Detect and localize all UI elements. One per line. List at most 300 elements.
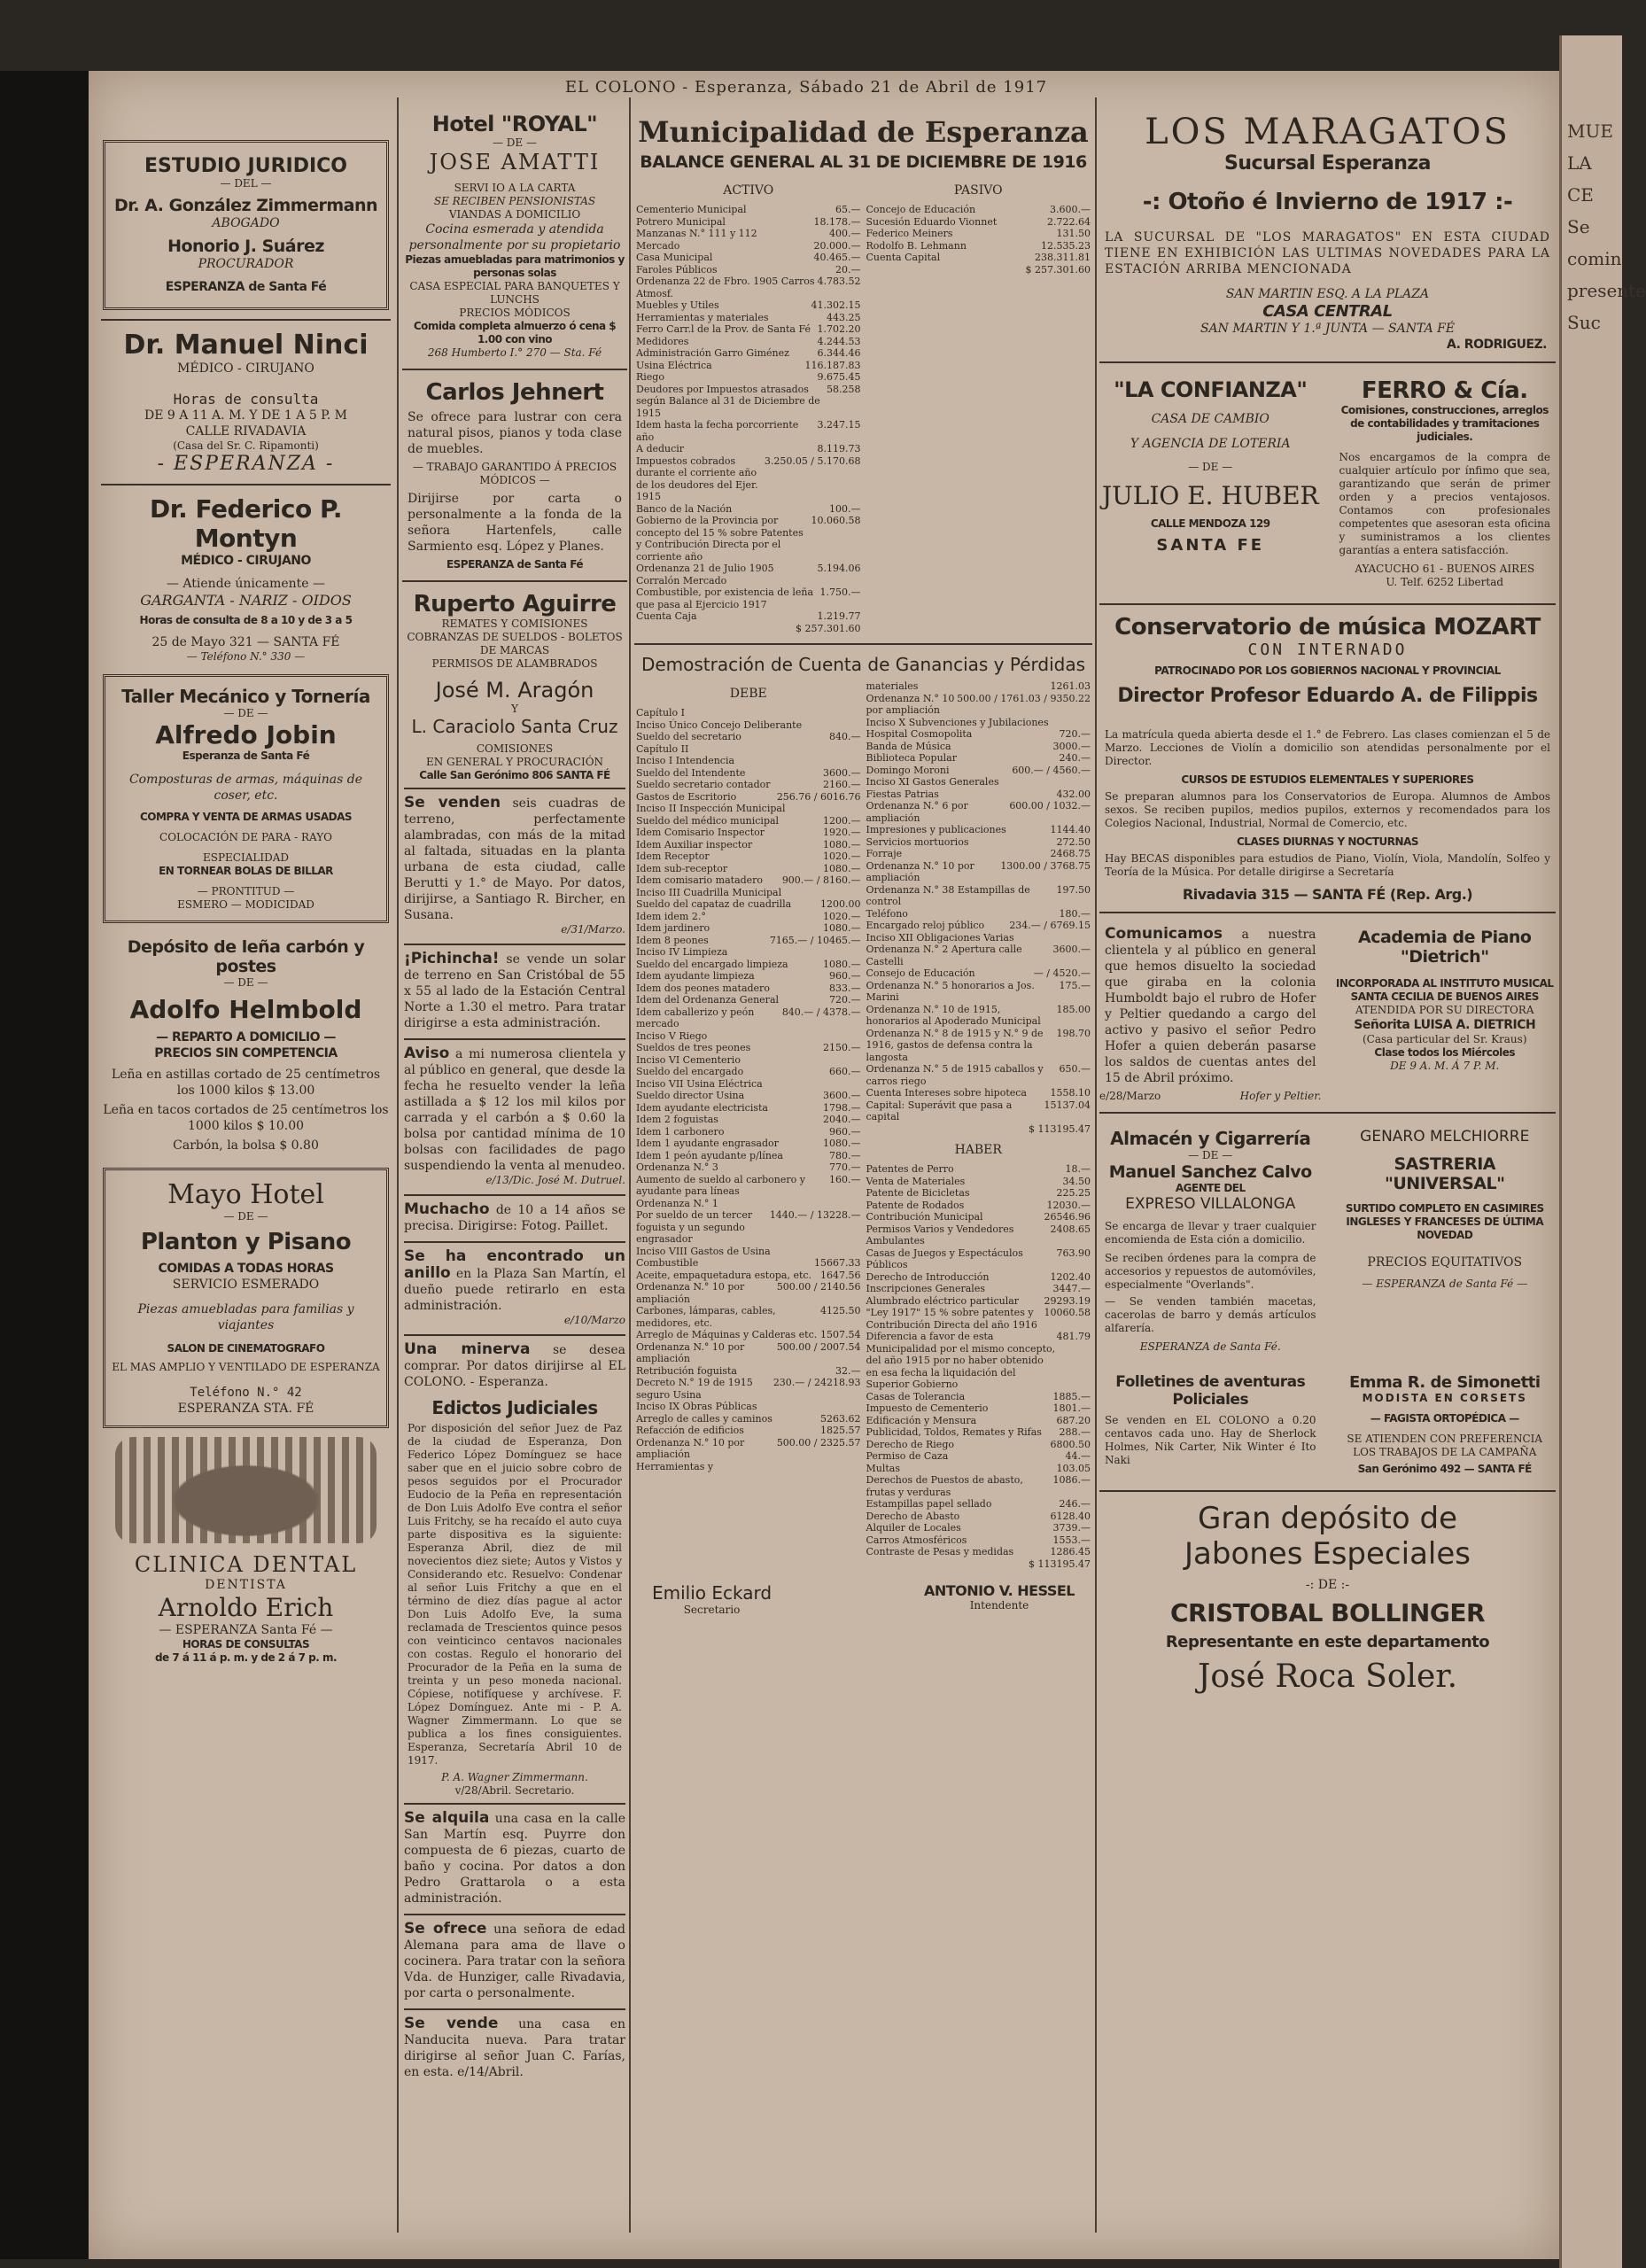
ad-line: — DE —: [1188, 461, 1233, 473]
ledger-row: [866, 216, 1091, 229]
ledger-item: Alumbrado eléctrico particular: [866, 1294, 1020, 1307]
ledger-item: Arreglo de Máquinas y Calderas etc.: [636, 1329, 818, 1340]
ad-line: SE RECIBEN PENSIONISTAS: [433, 195, 596, 207]
classified-ad: [404, 788, 625, 936]
ledger-row: [636, 791, 861, 804]
ledger-item: Ordenanza N.° 3: [636, 1161, 718, 1173]
ledger-row: [866, 1223, 1091, 1247]
ledger-row: [636, 983, 861, 995]
ad-line: Comisiones, construcciones, arreglos de contabilidades y tramitaciones judiciales.: [1340, 404, 1549, 443]
ledger-item: Ordenanza N.° 10 por ampliación: [636, 1436, 745, 1460]
ledger-item: Idem sub-receptor: [636, 862, 728, 874]
ledger-row: [636, 1365, 861, 1378]
classified-text: a mi numerosa clientela y al público en general, que desde la fecha he resuelto vender la leña astillada a $ 12 los mil kilos por carrada y el carbón a $ 0.60 la bolsa por cantidad mínima de 10 bolsas con facilidades de pago suspendiendo la venta al menudeo.: [404, 1047, 626, 1173]
ledger-amount: 1825.57: [820, 1425, 861, 1436]
ledger-amount: $ 113195.47: [1029, 1557, 1091, 1570]
ad-line: Horas de consulta: [173, 391, 319, 408]
ads-row: [1096, 922, 1559, 1103]
ledger-amount: 12.535.23: [1041, 239, 1091, 252]
ledger-row: [636, 719, 861, 732]
ledger-row: [636, 1030, 861, 1043]
ad-line: Y AGENCIA DE LOTERIA: [1130, 437, 1291, 451]
ledger-row: [636, 563, 861, 586]
ledger-amount: 44.—: [1065, 1450, 1091, 1462]
ledger-row: [636, 1006, 861, 1030]
ledger-row: [866, 1307, 1091, 1331]
ledger-amount: 1020.—: [823, 850, 861, 862]
ledger-amount: 20.—: [835, 263, 861, 276]
ledger-amount: 763.90: [1056, 1247, 1091, 1259]
ad-line: ESMERO — MODICIDAD: [177, 898, 314, 911]
ledger-item: Estampillas papel sellado: [866, 1498, 992, 1510]
ledger-item: Domingo Moroni: [866, 764, 950, 776]
ledger-item: Impresiones y publicaciones: [866, 824, 1006, 835]
ad-line: — PRONTITUD —: [197, 885, 295, 897]
ledger-item: Ordenanza N.° 5 de 1915 caballos y carros riego: [866, 1063, 1044, 1087]
ledger-item: Encargado reloj público: [866, 920, 985, 931]
classified-ad: [404, 2008, 625, 2080]
ledger-row: [636, 1054, 861, 1067]
ledger-row: [866, 1063, 1091, 1087]
ledger-amount: 29293.19: [1044, 1294, 1091, 1307]
edict-signature: v/28/Abril. Secretario.: [454, 1784, 575, 1797]
ledger-item: Servicios mortuorios: [866, 835, 969, 848]
ad-melchiorre: [1334, 1128, 1557, 1354]
ledger-row: [636, 360, 861, 372]
ad-place: - ESPERANZA -: [157, 453, 335, 475]
signatures: [648, 1577, 1078, 1622]
ads-row: [1096, 372, 1559, 594]
ledger-amount: 131.50: [1056, 228, 1091, 239]
ledger-item: Refacción de edificios: [636, 1425, 744, 1436]
ledger-row: [636, 1401, 861, 1413]
ad-line: SAN MARTIN Y 1.ª JUNTA — SANTA FÉ: [1200, 322, 1456, 336]
ledger-row: [866, 1295, 1091, 1308]
ad-line: Piezas amuebladas para familias y viajantes: [137, 1302, 354, 1332]
ledger-item: Derechos de Puestos de abasto, frutas y verduras: [866, 1474, 1023, 1498]
ledger-row: [636, 384, 861, 420]
ledger-row: [866, 252, 1091, 264]
profit-loss-table: [636, 680, 1091, 1570]
classified-lead: ¡Pichincha!: [404, 950, 500, 967]
ledger-amount: 720.—: [1059, 728, 1091, 740]
ledger-amount: 833.—: [829, 982, 861, 994]
ledger-item: Inciso IX Obras Públicas: [636, 1401, 757, 1412]
ledger-row: [866, 1546, 1091, 1558]
ledger-row: [636, 1174, 861, 1198]
ledger-item: Impuestos cobrados durante el corriente año de los deudores del Ejer. 1915: [636, 454, 758, 502]
ledger-item: Idem 2 foguistas: [636, 1114, 718, 1125]
ledger-row: [636, 1198, 861, 1210]
ledger-item: Sueldo del capataz de cuadrilla: [636, 898, 792, 910]
ad-line: Clase todos los Miércoles: [1374, 1046, 1516, 1059]
ads-row: [1096, 1368, 1559, 1481]
ad-place: SANTA FE: [1156, 536, 1265, 555]
ad-place: 25 de Mayo 321 — SANTA FÉ: [151, 635, 340, 649]
ledger-item: Consejo de Educación: [866, 967, 975, 979]
ledger-row: [636, 299, 861, 312]
ad-line: — DE —: [223, 707, 268, 719]
ledger-item: Idem dos peones matadero: [636, 982, 770, 994]
ledger-amount: 4125.50: [820, 1305, 861, 1317]
ledger-row: [636, 1329, 861, 1341]
ledger-row: [866, 860, 1091, 884]
ad-place: Calle San Gerónimo 806 SANTA FÉ: [419, 769, 610, 781]
ledger-amount: 230.— / 24218.93: [773, 1377, 861, 1388]
ad-line: REMATES Y COMISIONES: [441, 617, 588, 630]
ledger-amount: 900.— / 8160.—: [781, 874, 861, 886]
ledger-amount: 1202.40: [1050, 1270, 1091, 1283]
ledger-item: Idem Comisario Inspector: [636, 827, 765, 838]
ledger-row: [636, 371, 861, 384]
ad-text: — Se venden también macetas, cacerolas de barro y demás artículos alfarería.: [1105, 1295, 1316, 1334]
ledger-row: [636, 922, 861, 935]
ad-name: Arnoldo Erich: [158, 1593, 334, 1622]
ad-name: Director Profesor Eduardo A. de Filippis: [1117, 685, 1538, 707]
ad-title: CLINICA DENTAL: [134, 1552, 358, 1577]
pasivo-heading: PASIVO: [953, 183, 1003, 198]
ledger-row: [636, 755, 861, 767]
ledger-item: Inciso II Inspección Municipal: [636, 803, 786, 814]
ledger-row: [636, 1461, 861, 1473]
ledger-amount: 4.783.52: [817, 276, 861, 287]
ad-line: Leña en astillas cortado de 25 centímetros los 1000 kilos $ 13.00: [111, 1068, 381, 1098]
ad-hotel-royal: [402, 112, 627, 360]
ad-place: — ESPERANZA de Santa Fé —: [1362, 1278, 1528, 1290]
ledger-item: Capítulo I: [636, 707, 686, 718]
ledger-row: [866, 920, 1091, 932]
ledger-item: Casa Municipal: [636, 252, 713, 263]
divider: [1099, 1112, 1556, 1114]
ledger-amount: 3.250.05 / 5.170.68: [764, 454, 861, 467]
ledger-amount: 3447.—: [1052, 1283, 1091, 1294]
ledger-item: Por sueldo de un tercer foguista y un segundo engrasador: [636, 1209, 753, 1245]
ledger-item: Sueldo del encargado limpieza: [636, 958, 788, 970]
ledger-amount: 103.05: [1056, 1462, 1091, 1474]
ad-helmbold: [101, 937, 391, 1153]
ledger-amount: 18.—: [1065, 1163, 1091, 1175]
ledger-row: [636, 1150, 861, 1162]
ad-place: Rivadavia 315 — SANTA FÉ (Rep. Arg.): [1182, 886, 1473, 903]
ledger-item: Inciso III Cuadrilla Municipal: [636, 886, 782, 898]
ledger-amount: 840.—: [829, 731, 861, 742]
ledger-item: A deducir: [636, 443, 685, 454]
ledger-row: [636, 1066, 861, 1078]
ledger-item: Contraste de Pesas y medidas: [866, 1546, 1014, 1557]
ad-text: Se preparan alumnos para los Conservatorios de Europa. Alumnos de Ambos sexos. Se reciben pupilos, medios pupilos, externos y recomendados para los Colegios Nacional, Industrial, Normal de Comercio, etc.: [1105, 790, 1550, 829]
ledger-item: Manzanas N.° 111 y 112: [636, 228, 757, 239]
ledger-amount: 1440.— / 13228.—: [769, 1209, 861, 1221]
activo-list: [636, 204, 861, 634]
ad-simonetti: [1334, 1373, 1557, 1476]
ledger-row: [636, 1257, 861, 1270]
ad-academia-dietrich: [1334, 928, 1557, 1098]
ledger-item: Muebles y Utiles: [636, 299, 719, 311]
ledger-amount: 1.702.20: [817, 323, 861, 335]
ledger-amount: 1020.—: [823, 910, 861, 922]
section-title: Demostración de Cuenta de Ganancias y Pérdidas: [641, 654, 1086, 675]
ledger-amount: 3739.—: [1052, 1522, 1091, 1534]
ledger-row: [636, 586, 861, 610]
ad-line: Cocina esmerada y atendida personalmente por su propietario: [408, 222, 621, 252]
ad-place: — ESPERANZA Santa Fé —: [159, 1623, 333, 1637]
ledger-amount: 2040.—: [823, 1114, 861, 1125]
ad-line: PATROCINADO POR LOS GOBIERNOS NACIONAL Y PROVINCIAL: [1154, 664, 1501, 677]
divider: [1099, 361, 1556, 363]
ad-ferro: [1334, 377, 1557, 589]
ledger-amount: 32.—: [835, 1364, 861, 1377]
classified-lead: Muchacho: [404, 1200, 490, 1218]
ad-line: PERMISOS DE ALAMBRADOS: [431, 657, 598, 670]
ledger-item: Ordenanza N.° 2 Apertura calle Castelli: [866, 944, 1022, 967]
ledger-amount: 8.119.73: [817, 443, 861, 454]
ledger-item: Inciso V Riego: [636, 1029, 708, 1042]
ledger-amount: 3.600.—: [1050, 204, 1091, 215]
edict-text: Por disposición del señor Juez de Paz de la ciudad de Esperanza, Don Federico López Domínguez se hace saber que en el juicio sobre cobro de pesos seguidos por el Procurador Eudocio de la Peña en representación de Don Luis Adolfo Eve contra el señor Luis Fritchy, se ha recaído el auto cuya parte dispositiva es la siguiente: Esperanza Abril, diez de mil novecientos diez siete; Autos y Vistos y Considerando etc. Resuelvo: Condenar al señor Luis Fritchy a que en el término de diez días pague al actor Don Luis Adolfo Eve, la suma reclamada de Trescientos quince pesos con veinticinco centavos nacionales con costas. Regulo el honorario del Procurador de la Peña en la suma de treinta y un peso moneda nacional. Cópiese, notifíquese y archívese. F. López Domínguez. Ante mi - P. A. Wagner Zimmermann. Lo que se publica a los fines consiguientes. Esperanza, Secretaría Abril 10 de 1917.: [408, 1422, 622, 1767]
ledger-item: Inciso IV Limpieza: [636, 946, 728, 958]
ledger-row: [866, 1099, 1091, 1123]
ledger-item: Riego: [636, 371, 664, 383]
ledger-row: [866, 1123, 1091, 1136]
ledger-row: [636, 815, 861, 827]
ledger-row: [866, 1200, 1091, 1212]
ledger-item: Derecho de Riego: [866, 1438, 954, 1450]
ledger-amount: 34.50: [1062, 1175, 1091, 1187]
edict-signature: P. A. Wagner Zimmermann.: [441, 1771, 588, 1783]
ledger-item: Capital: Superávit que pasa a capital: [866, 1099, 1013, 1122]
ledger-item: Inciso VI Cementerio: [636, 1053, 741, 1066]
classified-lead: Se ofrece: [404, 1920, 487, 1938]
ledger-amount: 256.76 / 6016.76: [776, 790, 861, 803]
ledger-row: [866, 1331, 1091, 1391]
ledger-amount: 1.219.77: [817, 610, 861, 622]
ad-line: SERVICIO ESMERADO: [172, 1278, 320, 1292]
ledger-amount: 400.—: [829, 228, 861, 239]
ledger-row: [636, 240, 861, 252]
ledger-row: [636, 623, 861, 635]
classified-lead: Se alquila: [404, 1809, 490, 1827]
ledger-amount: $ 257.301.60: [796, 622, 861, 634]
debe-list: [636, 707, 861, 1472]
ledger-amount: 1.750.—: [819, 586, 861, 598]
ad-text: a nuestra clientela y al público en general que hemos disuelto la sociedad que giraba en la colonia Humboldt bajo el rubro de Hofer y Peltier quedando a cargo del activo y pasivo el señor Pedro Hofer a quien deberán pasarse los saldos de cuentas antes del 15 de Abril próximo.: [1105, 928, 1316, 1085]
ledger-row: [866, 1415, 1091, 1427]
ad-line: — FAGISTA ORTOPÉDICA —: [1370, 1412, 1519, 1425]
ledger-amount: 5263.62: [820, 1412, 861, 1425]
ledger-row: [866, 728, 1091, 741]
ledger-amount: 1261.03: [1050, 680, 1091, 692]
ad-line: DE 9 A. M. Á 7 P. M.: [1390, 1060, 1500, 1072]
ledger-item: Idem idem 2.°: [636, 910, 706, 922]
ledger-amount: 5.194.06: [817, 563, 861, 574]
ledger-item: Inciso Único Concejo Deliberante: [636, 718, 803, 731]
ledger-item: Concejo de Educación: [866, 204, 976, 215]
ad-name: GENARO MELCHIORRE: [1360, 1128, 1530, 1146]
ledger-amount: 443.25: [827, 311, 861, 323]
divider: [1099, 603, 1556, 605]
ad-line: DENTISTA: [205, 1578, 287, 1592]
ledger-item: Hospital Cosmopolita: [866, 728, 973, 740]
ledger-amount: 1920.—: [823, 827, 861, 838]
ledger-amount: 40.465.—: [813, 252, 861, 263]
ledger-row: [636, 419, 861, 443]
ledger-amount: 1080.—: [823, 862, 861, 874]
ledger-row: [636, 312, 861, 324]
ad-la-confianza: [1099, 377, 1322, 589]
ledger-item: Mercado: [636, 239, 680, 252]
ledger-item: Idem Auxiliar inspector: [636, 838, 753, 850]
ledger-item: Inciso X Subvenciones y Jubilaciones: [866, 716, 1049, 728]
ad-line: Sucursal Esperanza: [1224, 152, 1431, 175]
ad-line: ESPECIALIDAD: [202, 851, 290, 864]
ledger-item: Sueldo del Intendente: [636, 766, 746, 779]
ledger-item: Inciso I Intendencia: [636, 755, 735, 766]
ledger-item: Combustible: [636, 1257, 699, 1269]
ad-sanchez-calvo: [1099, 1128, 1322, 1354]
ad-name: Dr. A. González Zimmermann: [113, 196, 378, 215]
ad-jobin: [103, 674, 389, 923]
ad-title: MODISTA EN CORSETS: [1362, 1392, 1527, 1404]
ad-name: A. RODRIGUEZ.: [1447, 338, 1547, 352]
ad-line: SAN MARTIN ESQ. A LA PLAZA: [1225, 287, 1430, 301]
ledger-amount: 1286.45: [1050, 1546, 1091, 1557]
ledger-row: [636, 347, 861, 360]
ad-place: ESPERANZA de Santa Fé: [165, 280, 327, 294]
ledger-row: [866, 240, 1091, 252]
ledger-row: [866, 693, 1091, 717]
ledger-item: Idem 1 ayudante engrasador: [636, 1138, 779, 1149]
ledger-item: Ordenanza 21 de Julio 1905 Corralón Mercado: [636, 563, 774, 586]
divider: [402, 580, 627, 582]
ad-title: Conservatorio de música MOZART: [1114, 614, 1541, 641]
ledger-row: [636, 935, 861, 947]
debe-list-continued: [866, 680, 1091, 1135]
ledger-item: Ordenanza 22 de Fbro. 1905 Carros Atmosf.: [636, 276, 815, 299]
classified-lead: Se vende: [404, 2015, 499, 2032]
ledger-item: Ordenanza N.° 8 de 1915 y N.° 9 de 1916, gastos de defensa contra la langosta: [866, 1027, 1044, 1063]
ledger-row: [636, 1413, 861, 1425]
ad-title: ESTUDIO JURIDICO: [144, 155, 348, 177]
ad-conservatorio-mozart: [1099, 614, 1556, 903]
ad-text: Se venden en EL COLONO a 0.20 centavos cada uno. Hay de Sherlock Holmes, Nik Carter, Nik Winter é Ito Naki: [1105, 1414, 1316, 1466]
ledger-item: Banda de Música: [866, 740, 951, 752]
ledger-item: Alquiler de Locales: [866, 1522, 961, 1534]
ledger-item: Ordenanza N.° 5 honorarios a Jos. Marini: [866, 979, 1035, 1003]
ledger-amount: 3600.—: [823, 766, 861, 779]
ledger-amount: 6128.40: [1050, 1510, 1091, 1522]
ledger-row: [636, 827, 861, 839]
ledger-item: materiales: [866, 680, 919, 692]
signature-name: Emilio Eckard: [652, 1582, 773, 1604]
classified-text: se vende un solar de terreno en San Cristóbal de 55 x 55 al lado de la Estación Central Norte a 1.30 el metro. Para tratar dirigirse a esta administración.: [404, 952, 625, 1030]
ad-title: SASTRERIA "UNIVERSAL": [1384, 1154, 1505, 1193]
ledger-item: Arreglo de calles y caminos: [636, 1412, 773, 1425]
ledger-row: [866, 752, 1091, 765]
ledger-amount: $ 113195.47: [1029, 1122, 1091, 1135]
classified-text: se desea comprar. Por datos dirijirse al EL COLONO. - Esperanza.: [404, 1343, 625, 1389]
ledger-item: Decreto N.° 19 de 1915 seguro Usina: [636, 1377, 753, 1401]
classified-ad: [404, 1334, 625, 1390]
ledger-item: Cuenta Capital: [866, 252, 941, 263]
ad-line: COBRANZAS DE SUELDOS - BOLETOS DE MARCAS: [407, 631, 623, 656]
ledger-amount: 500.00 / 2325.57: [776, 1436, 861, 1449]
ad-text: La matrícula queda abierta desde el 1.° de Febrero. Las clases comienzan el 5 de Marzo. Lecciones de Violín a domicilio son atendidas personalmente por el Director.: [1105, 728, 1550, 767]
ledger-row: [636, 204, 861, 216]
column-3: [631, 106, 1096, 2241]
ad-line: de 7 á 11 á p. m. y de 2 á 7 p. m.: [154, 1651, 338, 1664]
ad-line: Piezas amuebladas para matrimonios y personas solas: [405, 253, 625, 279]
ledger-item: Usina Eléctrica: [636, 359, 712, 371]
ledger-item: Herramientas y materiales: [636, 311, 769, 323]
ledger-item: Inciso XI Gastos Generales: [866, 776, 999, 788]
ledger-item: Capítulo II: [636, 742, 689, 755]
ad-line: Composturas de armas, máquinas de coser, etc.: [128, 773, 363, 803]
ledger-item: Inciso VIII Gastos de Usina: [636, 1245, 771, 1257]
ad-title: Gran depósito de: [1197, 1501, 1457, 1536]
ad-line: Leña en tacos cortados de 25 centímetros los 1000 kilos $ 10.00: [103, 1103, 389, 1133]
ledger-amount: 116.187.83: [804, 359, 861, 371]
debe-heading: DEBE: [729, 687, 767, 701]
ad-line: Representante en este departamento: [1165, 1633, 1490, 1651]
ledger-amount: 234.— / 6769.15: [1009, 920, 1091, 931]
ledger-item: Medidores: [636, 335, 689, 347]
ledger-row: [636, 1305, 861, 1329]
ledger-row: [866, 908, 1091, 920]
section-title: Edictos Judiciales: [431, 1397, 598, 1418]
ad-line: EXPRESO VILLALONGA: [1125, 1195, 1296, 1213]
ledger-amount: 26546.96: [1044, 1211, 1091, 1223]
ledger-row: [866, 836, 1091, 849]
ledger-amount: 1507.54: [820, 1329, 861, 1340]
ledger-item: Idem 1 carbonero: [636, 1125, 725, 1138]
ad-text: Nos encargamos de la compra de cualquier artículo por ínfimo que sea, garantizando que serán de primer orden y a precios ventajosos. Contamos con profesionales competentes que asesoran esta oficina y suministramos a los clientes garantías a entera satisfacción.: [1339, 451, 1550, 556]
ledger-row: [866, 944, 1091, 967]
ledger-amount: 1080.—: [823, 838, 861, 850]
ledger-item: Derecho de Introducción: [866, 1270, 990, 1283]
ad-signature: Hofer y Peltier.: [1239, 1090, 1322, 1102]
ad-line: MÉDICO - CIRUJANO: [177, 361, 314, 376]
ad-name: Alfredo Jobin: [155, 720, 337, 750]
signature-role: Intendente: [969, 1599, 1029, 1612]
ledger-amount: 198.70: [1056, 1027, 1091, 1039]
ad-aguirre: [402, 591, 627, 782]
ledger-amount: 180.—: [1059, 907, 1091, 920]
ad-name: Ruperto Aguirre: [413, 591, 617, 617]
ledger-amount: 197.50: [1056, 883, 1091, 896]
ledger-item: Multas: [866, 1462, 900, 1474]
ledger-row: [636, 850, 861, 863]
ad-line: CASA DE CAMBIO: [1151, 412, 1269, 426]
ad-erich: [101, 1552, 391, 1665]
ledger-row: [636, 839, 861, 851]
ledger-row: [636, 1102, 861, 1115]
ad-name: Honorio J. Suárez: [167, 237, 324, 256]
ad-line: SANTA CECILIA DE BUENOS AIRES: [1350, 990, 1539, 1003]
ledger-item: Patente de Rodados: [866, 1199, 965, 1211]
ledger-item: Publicidad, Toldos, Remates y Rifas: [866, 1426, 1042, 1438]
ledger-item: Sueldo del médico municipal: [636, 814, 780, 827]
ad-line: CON INTERNADO: [1247, 641, 1408, 659]
ledger-amount: 15667.33: [814, 1257, 861, 1269]
ledger-item: Administración Garro Giménez: [636, 347, 789, 359]
ledger-row: [866, 765, 1091, 777]
ad-title: LOS MARAGATOS: [1145, 112, 1510, 152]
ad-line: EN GENERAL Y PROCURACIÓN: [425, 756, 604, 768]
ledger-row: [866, 680, 1091, 693]
ad-line: ATENDIDA POR SU DIRECTORA: [1355, 1004, 1534, 1016]
classified-date: e/31/Marzo.: [561, 923, 625, 936]
haber-list: [866, 1163, 1091, 1570]
